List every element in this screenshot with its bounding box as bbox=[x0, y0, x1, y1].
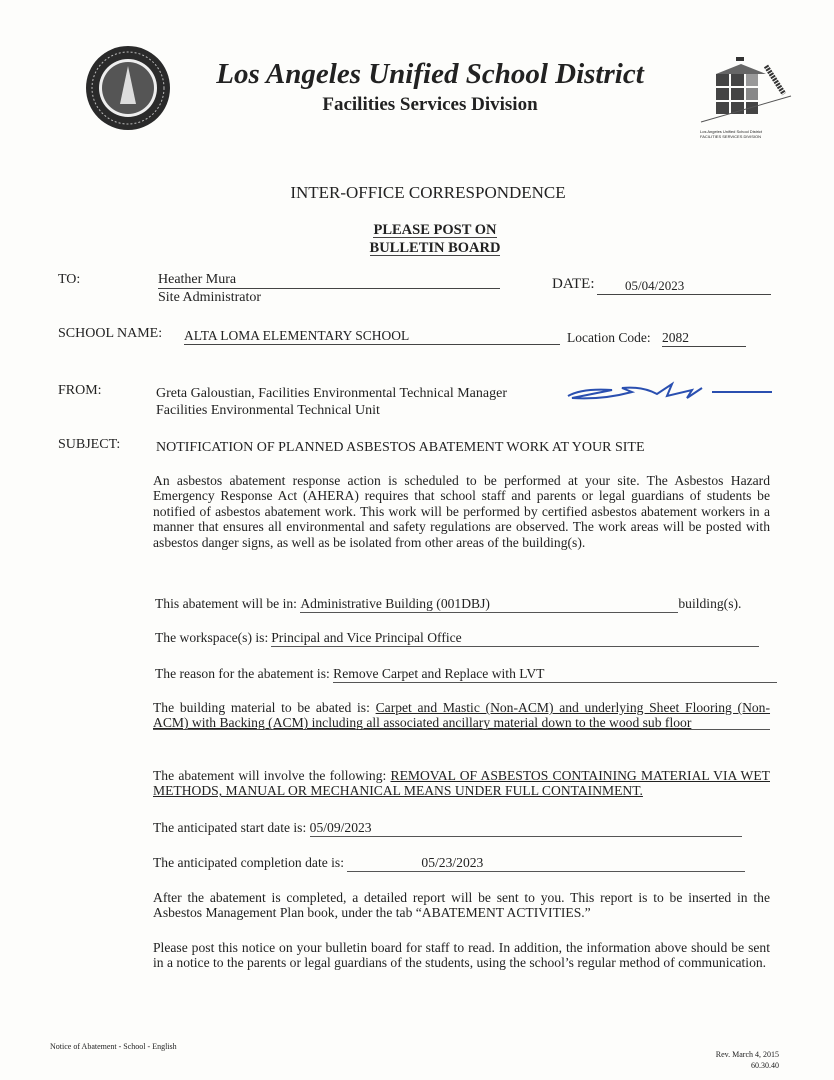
subject-label: SUBJECT: bbox=[58, 437, 121, 452]
logo-caption-2: FACILITIES SERVICES DIVISION bbox=[700, 134, 762, 139]
footer-form-name: Notice of Abatement - School - English bbox=[50, 1042, 177, 1051]
post-notice-line-1: PLEASE POST ON bbox=[373, 222, 497, 238]
to-name: Heather Mura bbox=[158, 272, 500, 289]
division-title: Facilities Services Division bbox=[322, 94, 538, 115]
building-row: This abatement will be in: Administrative Building (001DBJ) building(s). bbox=[155, 596, 742, 611]
post-notice-line-2: BULLETIN BOARD bbox=[369, 240, 501, 256]
facilities-logo bbox=[696, 54, 796, 149]
to-title: Site Administrator bbox=[158, 290, 262, 305]
material-row: The building material to be abated is: Carpet and Mastic (Non-ACM) and underlying Sheet Flooring (Non-ACM) with Backing (ACM) including all associated ancillary material down to the wood sub floor bbox=[153, 700, 771, 731]
reason-row: The reason for the abatement is: Remove Carpet and Replace with LVT bbox=[155, 666, 777, 683]
from-label: FROM: bbox=[58, 383, 102, 398]
intro-paragraph: An asbestos abatement response action is scheduled to be performed at your site. The Asbestos Hazard Emergency Response Act (AHERA) requires that school staff and parents or legal guardians of students be notified of asbestos abatement work. This work will be performed by certified asbestos abatement workers in a manner that ensures all environmental and safety regulations are observed. The work areas will be posted with asbestos danger signs, as well as be isolated from other areas of the building(s). bbox=[153, 473, 770, 550]
workspace-row: The workspace(s) is: Principal and Vice Principal Office bbox=[155, 630, 759, 647]
date-label: DATE: bbox=[552, 276, 595, 292]
start-date-row: The anticipated start date is: 05/09/2023 bbox=[153, 820, 742, 837]
involve-row: The abatement will involve the following: REMOVAL OF ASBESTOS CONTAINING MATERIAL VIA WET METHODS, MANUAL OR MECHANICAL MEANS UNDER FULL CONTAINMENT. bbox=[153, 768, 770, 799]
location-label: Location Code: bbox=[567, 330, 651, 345]
school-label: SCHOOL NAME: bbox=[58, 326, 163, 341]
footer-code: 60.30.40 bbox=[751, 1061, 779, 1070]
logo-caption-1: Los Angeles Unified School District bbox=[700, 129, 763, 134]
to-label: TO: bbox=[58, 272, 81, 287]
subject-value: NOTIFICATION OF PLANNED ASBESTOS ABATEMENT WORK AT YOUR SITE bbox=[156, 440, 645, 455]
after-paragraph: After the abatement is completed, a detailed report will be sent to you. This report is to be inserted in the Asbestos Management Plan book, under the tab “ABATEMENT ACTIVITIES.” bbox=[153, 890, 770, 921]
from-name: Greta Galoustian, Facilities Environmental Technical Manager bbox=[156, 386, 507, 401]
signature bbox=[562, 378, 774, 413]
from-unit: Facilities Environmental Technical Unit bbox=[156, 403, 380, 418]
footer-rev: Rev. March 4, 2015 bbox=[715, 1050, 779, 1059]
post-paragraph: Please post this notice on your bulletin board for staff to read. In addition, the information above should be sent in a notice to the parents or legal guardians of the students, using the school’s regular method of communication. bbox=[153, 940, 770, 971]
district-title: Los Angeles Unified School District bbox=[216, 58, 644, 90]
completion-date-row: The anticipated completion date is: 05/23/2023 bbox=[153, 855, 745, 872]
location-code: 2082 bbox=[662, 330, 746, 347]
document-type: INTER-OFFICE CORRESPONDENCE bbox=[290, 183, 566, 202]
date-value: 05/04/2023 bbox=[597, 278, 771, 295]
school-name: ALTA LOMA ELEMENTARY SCHOOL bbox=[184, 328, 560, 345]
